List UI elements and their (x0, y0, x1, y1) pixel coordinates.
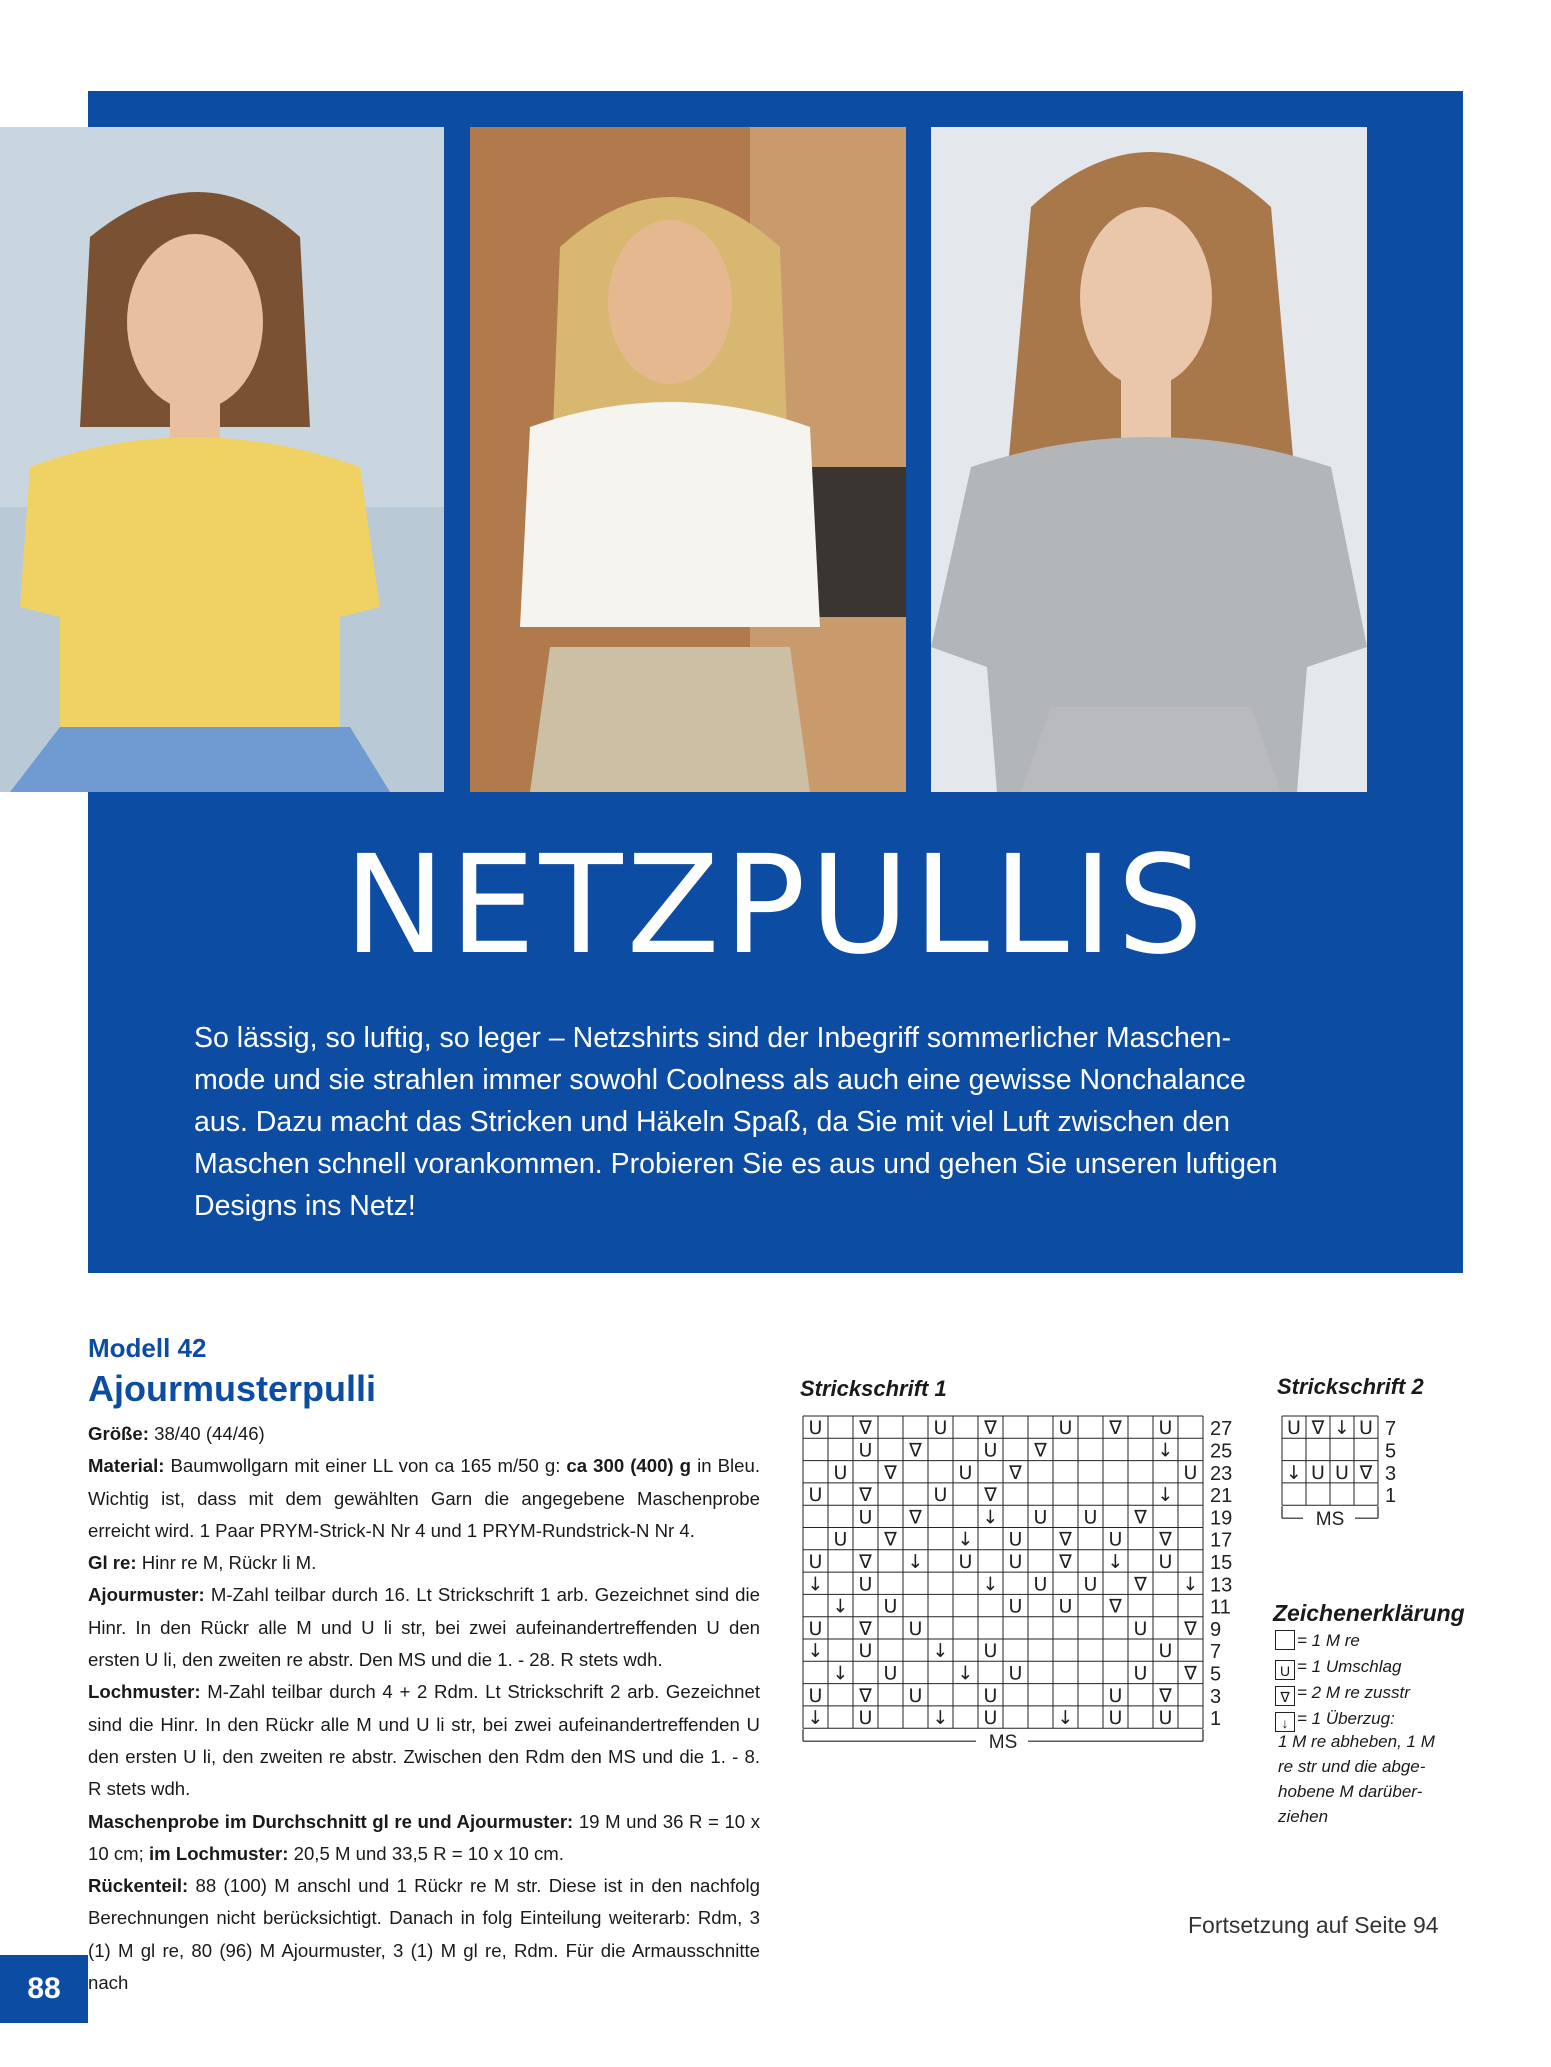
row-number: 3 (1210, 1685, 1222, 1708)
row-number: 1 (1385, 1485, 1397, 1508)
chart-symbol: ↓ (807, 1640, 824, 1663)
chart-symbol: ↓ (982, 1506, 999, 1529)
chart-symbol: ∇ (984, 1417, 997, 1440)
model-number: Modell 42 (88, 1333, 207, 1363)
row-number: 17 (1210, 1529, 1233, 1552)
knitting-chart-1 (802, 1415, 1252, 1815)
chart-symbol: ↓ (832, 1595, 849, 1618)
page-number: 88 (27, 1972, 61, 2005)
row-number: 9 (1210, 1618, 1222, 1641)
chart-symbol: U (1033, 1506, 1048, 1529)
chart-symbol: ∇ (859, 1684, 872, 1707)
grey-mesh-wrap-photo (931, 127, 1367, 792)
chart-symbol: U (1108, 1684, 1123, 1707)
chart-symbol: U (1158, 1417, 1173, 1440)
row-number: 27 (1210, 1418, 1233, 1441)
chart-symbol: U (958, 1461, 973, 1484)
yellow-mesh-sweater-photo (0, 127, 444, 792)
chart-symbol: U (1008, 1595, 1023, 1618)
chart-symbol: U (808, 1617, 823, 1640)
intro-line: aus. Dazu macht das Stricken und Häkeln Spaß, da Sie mit viel Luft zwischen den (194, 1106, 1231, 1138)
chart-symbol: ↓ (807, 1707, 824, 1730)
gauge-text-2: 20,5 M und 33,5 R = 10 x 10 cm. (288, 1842, 564, 1864)
chart-symbol: ↓ (832, 1662, 849, 1685)
chart-symbol: U (858, 1707, 873, 1730)
loch-paragraph (88, 1676, 760, 1805)
chart-symbol: U (1311, 1461, 1325, 1484)
chart-symbol: ∇ (1359, 1461, 1373, 1484)
chart-symbol: U (1287, 1417, 1301, 1440)
chart-symbol: U (1108, 1528, 1123, 1551)
chart-symbol: U (1083, 1573, 1098, 1596)
size-label: Größe: (88, 1423, 149, 1444)
ms-label: MS (1315, 1509, 1345, 1531)
chart-symbol: U (1158, 1640, 1173, 1663)
chart-symbol: U (858, 1439, 873, 1462)
ms-label: MS (988, 1732, 1018, 1754)
chart1-label: Strickschrift 1 (800, 1376, 947, 1401)
chart-symbol: ∇ (1109, 1595, 1122, 1618)
chart-symbol: U (1008, 1550, 1023, 1573)
ajour-text: M-Zahl teilbar durch 16. Lt Strickschrift 1 arb. Gezeichnet sind die Hinr. In den Rückr alle M und U li str, bei zwei aufeinandertreffenden U den ersten U li, den zweiten re abstr. Den MS und die 1. - 28. R stets wdh. (88, 1584, 760, 1671)
page-title: NETZPULLIS (343, 827, 1208, 985)
chart-symbol: U (983, 1640, 998, 1663)
gl-re-label: Gl re: (88, 1552, 137, 1574)
row-number: 15 (1210, 1551, 1233, 1574)
chart-symbol: ↓ (982, 1573, 999, 1596)
chart-symbol: ∇ (859, 1484, 872, 1507)
row-number: 7 (1210, 1641, 1222, 1664)
chart-symbol: U (858, 1640, 873, 1663)
chart-symbol: ∇ (1034, 1439, 1047, 1462)
chart-symbol: U (1158, 1707, 1173, 1730)
back-paragraph (88, 1870, 760, 1999)
row-number: 19 (1210, 1507, 1233, 1530)
chart-symbol: U (808, 1550, 823, 1573)
chart-symbol: ↓ (1057, 1707, 1074, 1730)
chart-symbol: ↓ (932, 1640, 949, 1663)
legend-text: = 2 M re zusstr (1297, 1683, 1410, 1702)
row-number: 5 (1210, 1663, 1222, 1686)
chart-symbol: ↓ (1182, 1573, 1199, 1596)
chart-symbol: U (933, 1417, 948, 1440)
chart-symbol: U (958, 1550, 973, 1573)
gauge-paragraph (88, 1806, 760, 1871)
legend-item-yarnover (1275, 1655, 1401, 1680)
chart-symbol: ∇ (1311, 1417, 1325, 1440)
k2tog-symbol-icon: ∇ (1275, 1686, 1295, 1706)
chart-symbol: U (883, 1595, 898, 1618)
legend-desc-line: ziehen (1278, 1807, 1329, 1826)
model-name: Ajourmusterpulli (88, 1368, 377, 1409)
chart-symbol: ↓ (907, 1550, 924, 1573)
ajour-paragraph (88, 1579, 760, 1676)
chart-symbol: U (833, 1528, 848, 1551)
chart-symbol: ∇ (884, 1528, 897, 1551)
chart-symbol: U (908, 1617, 923, 1640)
legend-item-k2tog (1275, 1681, 1410, 1706)
chart-symbol: U (858, 1573, 873, 1596)
chart-symbol: ∇ (859, 1417, 872, 1440)
intro-text (194, 1017, 1374, 1227)
legend-title: Zeichenerklärung (1273, 1600, 1465, 1626)
material-label: Material: (88, 1455, 165, 1477)
material-text-2: in Bleu. Wichtig ist, dass mit dem gewählten Garn die angegebene Maschenprobe erreicht wird. 1 Paar PRYM-Strick-N Nr 4 und 1 PRYM-Rundstrick-N Nr 4. (88, 1455, 760, 1541)
row-number: 7 (1385, 1418, 1397, 1441)
row-number: 11 (1210, 1596, 1231, 1619)
chart-symbol: U (1158, 1550, 1173, 1573)
back-label: Rückenteil: (88, 1875, 189, 1897)
chart-symbol: ↓ (1157, 1484, 1174, 1507)
continuation-note: Fortsetzung auf Seite 94 (1188, 1912, 1439, 1938)
yarnover-symbol-icon: U (1275, 1660, 1295, 1680)
legend-description (1278, 1729, 1458, 1829)
chart-symbol: U (1033, 1573, 1048, 1596)
chart-symbol: U (983, 1684, 998, 1707)
legend-item-knit (1275, 1629, 1360, 1653)
chart-symbol: U (933, 1484, 948, 1507)
chart-symbol: U (1335, 1461, 1349, 1484)
legend-text: = 1 Umschlag (1297, 1657, 1402, 1676)
ssk-symbol-icon: ↓ (1275, 1712, 1295, 1732)
intro-line: So lässig, so luftig, so leger – Netzshirts sind der Inbegriff sommerlicher Maschen- (194, 1022, 1231, 1054)
row-number: 1 (1210, 1708, 1222, 1731)
chart-symbol: U (983, 1707, 998, 1730)
gauge-text: 19 M und 36 R = 10 x 10 cm; (88, 1810, 761, 1864)
chart-symbol: ↓ (1334, 1417, 1350, 1440)
intro-line: mode und sie strahlen immer sowohl Coolness als auch eine gewisse Nonchalance (194, 1064, 1246, 1096)
chart-symbol: ∇ (1159, 1684, 1172, 1707)
row-number: 3 (1385, 1462, 1397, 1485)
chart-symbol: ∇ (859, 1550, 872, 1573)
intro-line: Designs ins Netz! (194, 1190, 416, 1222)
chart-symbol: U (808, 1684, 823, 1707)
chart-symbol: ∇ (859, 1617, 872, 1640)
gl-re-text: Hinr re M, Rückr li M. (136, 1552, 317, 1574)
gauge-label: Maschenprobe im Durchschnitt gl re und Ajourmuster: (88, 1810, 574, 1832)
material-text: Baumwollgarn mit einer LL von ca 165 m/50 g: (164, 1455, 567, 1477)
chart-symbol: U (1133, 1662, 1148, 1685)
chart-symbol: ∇ (909, 1439, 922, 1462)
material-paragraph (88, 1450, 760, 1547)
chart-symbol: U (858, 1506, 873, 1529)
chart2-label: Strickschrift 2 (1277, 1374, 1424, 1399)
chart-symbol: U (1108, 1707, 1123, 1730)
row-number: 25 (1210, 1440, 1233, 1463)
chart-symbol: ∇ (909, 1506, 922, 1529)
chart-symbol: ↓ (932, 1707, 949, 1730)
white-mesh-sweater-photo (470, 127, 906, 792)
size-paragraph (88, 1418, 760, 1450)
gauge-label-2: im Lochmuster: (148, 1842, 289, 1864)
chart-symbol: ∇ (1109, 1417, 1122, 1440)
chart-symbol: ↓ (957, 1528, 974, 1551)
chart-symbol: ∇ (1159, 1528, 1172, 1551)
legend-desc-line: hobene M darüber- (1278, 1782, 1423, 1801)
row-number: 23 (1210, 1462, 1233, 1485)
chart-symbol: U (908, 1684, 923, 1707)
back-text: 88 (100) M anschl und 1 Rückr re M str. Diese ist in den nachfolg Berechnungen nicht berücksichtigt. Danach in folg Einteilung weiterarb: Rdm, 3 (1) M gl re, 80 (96) M Ajourmuster, 3 (1) M gl re, Rdm. Für die Armausschnitte nach (88, 1875, 760, 1994)
legend-desc-line: 1 M re abheben, 1 M (1278, 1732, 1435, 1751)
chart-symbol: ∇ (1134, 1573, 1147, 1596)
chart-symbol: ∇ (1184, 1662, 1197, 1685)
chart-symbol: ∇ (984, 1484, 997, 1507)
loch-label: Lochmuster: (88, 1681, 201, 1703)
chart-symbol: U (808, 1484, 823, 1507)
chart-symbol: ↓ (1107, 1550, 1124, 1573)
ajour-label: Ajourmuster: (88, 1584, 205, 1606)
chart-symbol: U (1008, 1528, 1023, 1551)
row-number: 21 (1210, 1485, 1233, 1508)
chart-symbol: U (1183, 1461, 1198, 1484)
row-number: 5 (1385, 1440, 1397, 1463)
legend-text: = 1 Überzug: (1297, 1709, 1395, 1728)
legend-desc-line: re str und die abge- (1278, 1757, 1426, 1776)
chart-symbol: U (983, 1439, 998, 1462)
gl-re-paragraph (88, 1547, 760, 1579)
chart-symbol: ∇ (1184, 1617, 1197, 1640)
chart-symbol: U (808, 1417, 823, 1440)
chart-symbol: ∇ (1009, 1461, 1022, 1484)
knitting-chart-2 (1281, 1415, 1461, 1555)
chart-symbol: ↓ (957, 1662, 974, 1685)
chart-symbol: ↓ (1157, 1439, 1174, 1462)
loch-text: M-Zahl teilbar durch 4 + 2 Rdm. Lt Strickschrift 2 arb. Gezeichnet sind die Hinr. In den Rückr alle M und U li str, bei zwei aufeinandertreffenden U den ersten U li, den zweiten re abstr. Zwischen den Rdm den MS und die 1. - 8. R stets wdh. (88, 1681, 760, 1800)
chart-symbol: U (1083, 1506, 1098, 1529)
chart-symbol: U (1058, 1595, 1073, 1618)
chart-symbol: ↓ (807, 1573, 824, 1596)
chart-symbol: ↓ (1286, 1461, 1302, 1484)
chart-symbol: U (1359, 1417, 1373, 1440)
chart-symbol: ∇ (1134, 1506, 1147, 1529)
instructions (88, 1418, 760, 1999)
size-text: 38/40 (44/46) (148, 1423, 265, 1444)
intro-line: Maschen schnell vorankommen. Probieren Sie es aus und gehen Sie unseren luftigen (194, 1148, 1278, 1180)
chart-symbol: ∇ (1059, 1528, 1072, 1551)
chart-symbol: ∇ (1059, 1550, 1072, 1573)
chart-symbol: U (833, 1461, 848, 1484)
legend-text: = 1 M re (1297, 1631, 1360, 1650)
chart-symbol: U (1133, 1617, 1148, 1640)
chart-symbol: U (1058, 1417, 1073, 1440)
material-amount: ca 300 (400) g (566, 1455, 692, 1477)
chart-symbol: ∇ (884, 1461, 897, 1484)
chart-symbol: U (1008, 1662, 1023, 1685)
knit-symbol-icon (1275, 1630, 1295, 1650)
chart-symbol: U (883, 1662, 898, 1685)
row-number: 13 (1210, 1574, 1233, 1597)
